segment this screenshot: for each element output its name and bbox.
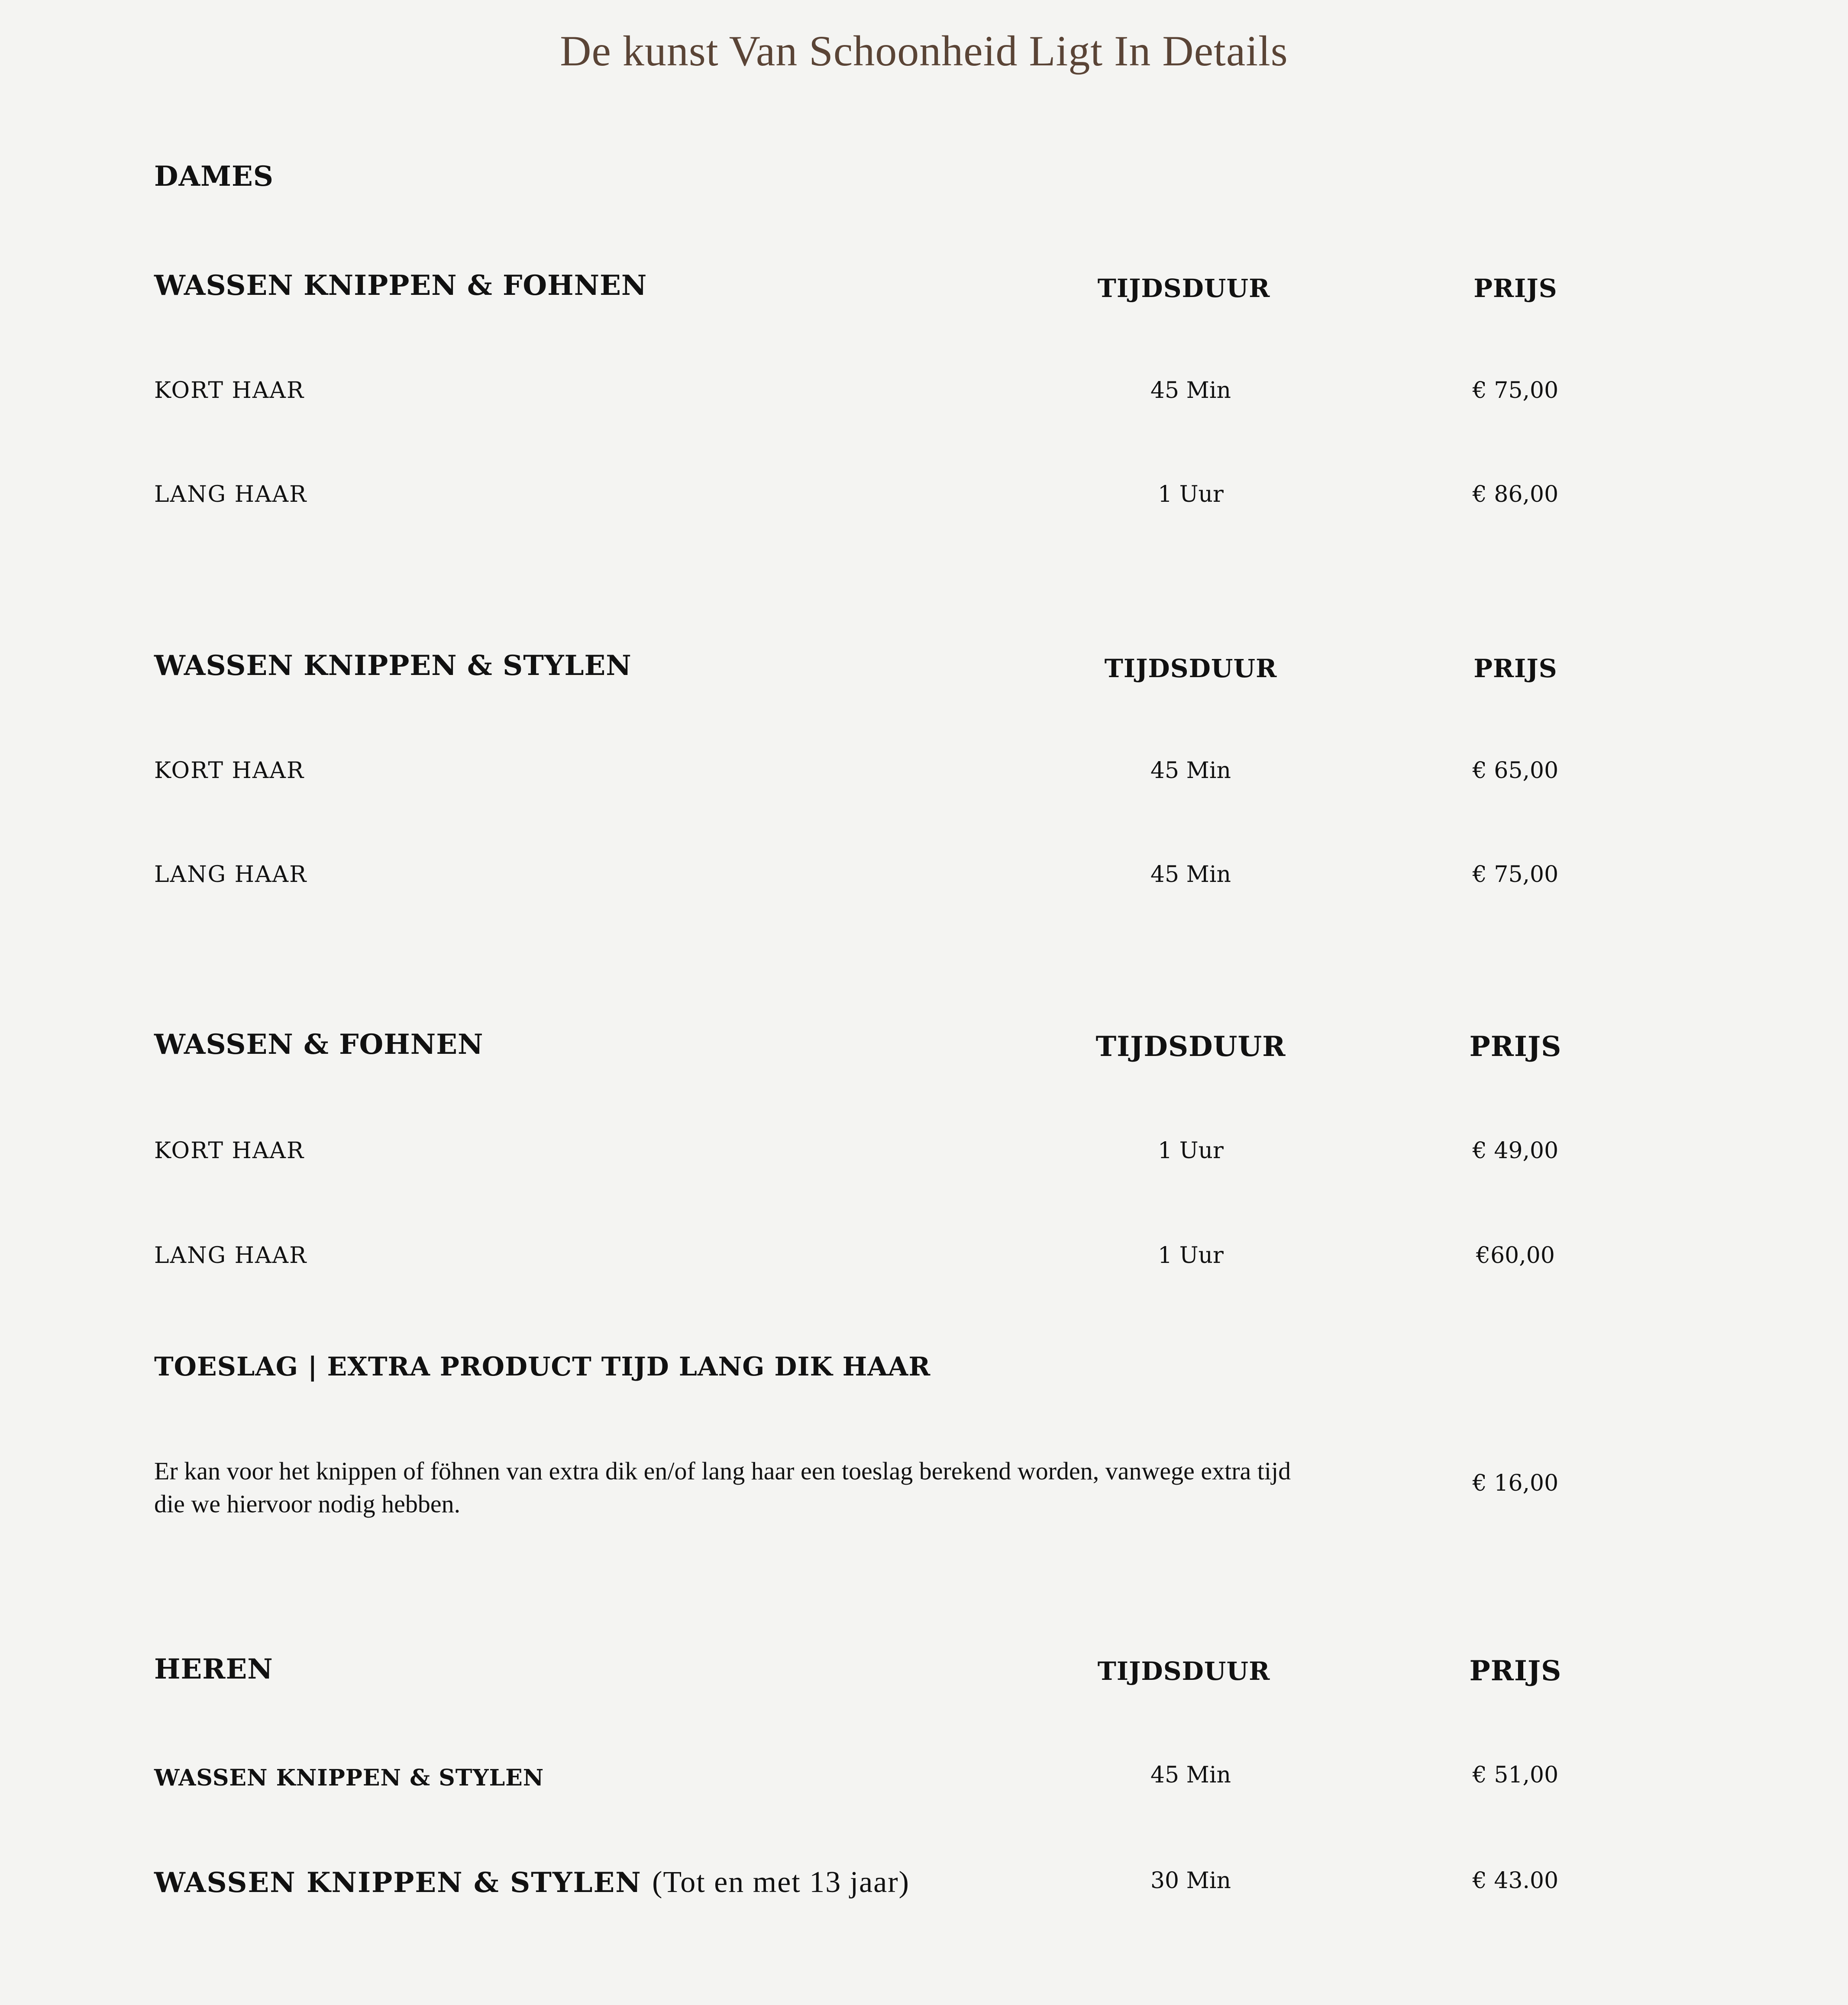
service-label	[154, 1865, 910, 1900]
section-title: WASSEN KNIPPEN & FOHNEN	[154, 269, 647, 302]
duration-column-header: TIJDSDUUR	[1097, 274, 1270, 303]
category-dames-heading: DAMES	[154, 160, 274, 193]
service-label-main: WASSEN KNIPPEN & STYLEN	[154, 1866, 642, 1899]
service-duration: 1 Uur	[1158, 1138, 1224, 1164]
service-duration: 30 Min	[1150, 1868, 1231, 1894]
service-price: € 49,00	[1472, 1138, 1559, 1164]
price-column-header: PRIJS	[1473, 274, 1557, 303]
service-label: WASSEN KNIPPEN & STYLEN	[154, 1765, 544, 1791]
service-price: € 43.00	[1472, 1868, 1559, 1894]
service-label: LANG HAAR	[154, 862, 307, 888]
surcharge-title: TOESLAG | EXTRA PRODUCT TIJD LANG DIK HAAR	[154, 1352, 931, 1382]
service-price: €60,00	[1476, 1243, 1555, 1269]
service-label: LANG HAAR	[154, 481, 307, 507]
price-column-header: PRIJS	[1469, 1655, 1562, 1687]
service-duration: 45 Min	[1150, 862, 1231, 888]
service-duration: 45 Min	[1150, 758, 1231, 784]
service-price: € 86,00	[1472, 481, 1559, 507]
service-label: KORT HAAR	[154, 758, 305, 784]
section-title: WASSEN & FOHNEN	[154, 1028, 484, 1061]
duration-column-header: TIJDSDUUR	[1104, 654, 1277, 683]
page-title: De kunst Van Schoonheid Ligt In Details	[560, 27, 1288, 75]
service-label: KORT HAAR	[154, 1138, 305, 1164]
service-price: € 75,00	[1472, 378, 1559, 404]
service-label: KORT HAAR	[154, 378, 305, 404]
service-label-age-note: (Tot en met 13 jaar)	[652, 1866, 910, 1899]
service-duration: 1 Uur	[1158, 481, 1224, 507]
duration-column-header: TIJDSDUUR	[1095, 1030, 1286, 1063]
category-heren-heading: HEREN	[154, 1653, 273, 1685]
price-column-header: PRIJS	[1473, 654, 1557, 683]
section-title: WASSEN KNIPPEN & STYLEN	[154, 649, 632, 682]
price-column-header: PRIJS	[1469, 1030, 1562, 1063]
surcharge-price: € 16,00	[1472, 1470, 1559, 1496]
service-duration: 1 Uur	[1158, 1243, 1224, 1269]
duration-column-header: TIJDSDUUR	[1097, 1656, 1270, 1686]
service-price: € 51,00	[1472, 1762, 1559, 1788]
service-price: € 65,00	[1472, 758, 1559, 784]
service-duration: 45 Min	[1150, 1762, 1231, 1788]
service-label: LANG HAAR	[154, 1243, 307, 1269]
service-price: € 75,00	[1472, 862, 1559, 888]
surcharge-description: Er kan voor het knippen of föhnen van extra dik en/of lang haar een toeslag berekend worden, vanwege extra tijd die we hiervoor nodig hebben.	[154, 1457, 1291, 1518]
service-duration: 45 Min	[1150, 378, 1231, 404]
